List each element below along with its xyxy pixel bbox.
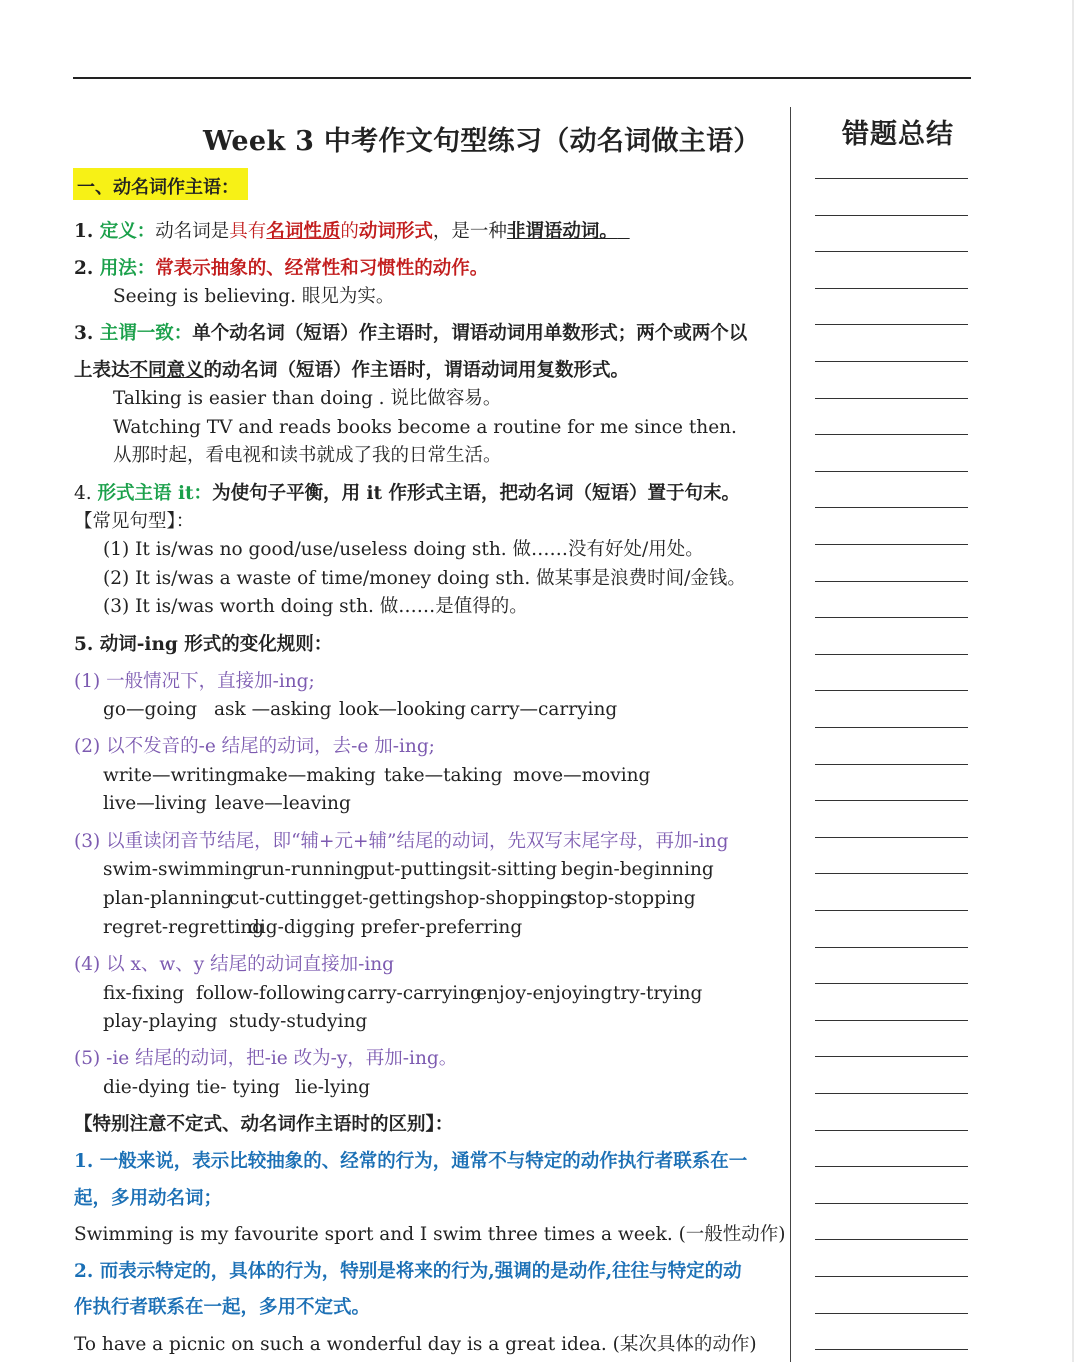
answer-line bbox=[815, 1239, 968, 1240]
note-2-line-2: 作执行者联系在一起，多用不定式。 bbox=[74, 1297, 371, 1318]
answer-line bbox=[815, 288, 968, 289]
word-pair: lie-lying bbox=[295, 1077, 371, 1098]
answer-line bbox=[815, 1166, 968, 1167]
sidebar-title: 错题总结 bbox=[842, 119, 954, 150]
word-pair: plan-planning bbox=[103, 888, 233, 909]
word-pair: leave—leaving bbox=[215, 793, 351, 814]
answer-line bbox=[815, 1093, 968, 1094]
word-pair: make—making bbox=[237, 765, 376, 786]
word-pair: regret-regretting bbox=[103, 917, 265, 938]
word-pair: study-studying bbox=[229, 1011, 368, 1032]
answer-line bbox=[815, 873, 968, 874]
section-heading: 一、动名词作主语： bbox=[77, 177, 239, 198]
answer-line bbox=[815, 800, 968, 801]
answer-line bbox=[815, 1056, 968, 1057]
word-pair: enjoy-enjoying bbox=[476, 983, 613, 1004]
rule-4: (4) 以 x、w、y 结尾的动词直接加-ing bbox=[74, 954, 394, 975]
answer-line bbox=[815, 983, 968, 984]
word-pair: take—taking bbox=[384, 765, 503, 786]
word-pair: look—looking bbox=[339, 699, 466, 720]
answer-line bbox=[815, 398, 968, 399]
answer-line bbox=[815, 727, 968, 728]
definition-line: 1. 定义：动名词是具有名词性质的动词形式，是一种非谓语动词。 bbox=[74, 221, 618, 242]
word-pair: tie- tying bbox=[196, 1077, 280, 1098]
word-pair: cut-cutting bbox=[229, 888, 332, 909]
word-pair: stop-stopping bbox=[568, 888, 696, 909]
agreement-line-2: 上表达不同意义的动名词（短语）作主语时，谓语动词用复数形式。 bbox=[74, 360, 630, 381]
usage-example: Seeing is believing. 眼见为实。 bbox=[113, 286, 395, 307]
answer-line bbox=[815, 617, 968, 618]
rule-5: (5) -ie 结尾的动词，把-ie 改为-y，再加-ing。 bbox=[74, 1048, 458, 1069]
answer-line bbox=[815, 1203, 968, 1204]
word-pair: play-playing bbox=[103, 1011, 218, 1032]
pattern-3: (3) It is/was worth doing sth. 做……是值得的。 bbox=[103, 596, 528, 617]
answer-line bbox=[815, 361, 968, 362]
word-pair: fix-fixing bbox=[103, 983, 185, 1004]
word-pair: follow-following bbox=[196, 983, 346, 1004]
answer-line bbox=[815, 690, 968, 691]
answer-line bbox=[815, 544, 968, 545]
answer-line bbox=[815, 1313, 968, 1314]
answer-line bbox=[815, 581, 968, 582]
answer-line bbox=[815, 837, 968, 838]
word-pair: ask —asking bbox=[214, 699, 332, 720]
note-heading: 【特别注意不定式、动名词作主语时的区别】： bbox=[74, 1114, 454, 1135]
formal-subject-line: 4. 形式主语 it：为使句子平衡，用 it 作形式主语，把动名词（短语）置于句末。 bbox=[74, 483, 741, 504]
note-1-line-1: 1. 一般来说，表示比较抽象的、经常的行为，通常不与特定的动作执行者联系在一 bbox=[74, 1151, 748, 1172]
word-pair: shop-shopping bbox=[435, 888, 572, 909]
answer-line bbox=[815, 654, 968, 655]
rule-1: (1) 一般情况下，直接加-ing; bbox=[74, 671, 315, 692]
pattern-2: (2) It is/was a waste of time/money doing sth. 做某事是浪费时间/金钱。 bbox=[103, 568, 746, 589]
answer-line bbox=[815, 251, 968, 252]
answer-line bbox=[815, 1130, 968, 1131]
word-pair: die-dying bbox=[103, 1077, 190, 1098]
answer-line bbox=[815, 471, 968, 472]
pattern-1: (1) It is/was no good/use/useless doing sth. 做……没有好处/用处。 bbox=[103, 539, 704, 560]
agreement-line-1: 3. 主谓一致：单个动名词（短语）作主语时，谓语动词用单数形式；两个或两个以 bbox=[74, 323, 748, 344]
column-divider bbox=[790, 107, 791, 1362]
common-patterns-label: 【常见句型】： bbox=[74, 511, 195, 532]
agreement-example-3: 从那时起，看电视和读书就成了我的日常生活。 bbox=[113, 445, 502, 466]
ing-rules-heading: 5. 动词-ing 形式的变化规则： bbox=[74, 634, 333, 655]
answer-line bbox=[815, 1276, 968, 1277]
top-rule bbox=[73, 77, 971, 79]
usage-line: 2. 用法：常表示抽象的、经常性和习惯性的动作。 bbox=[74, 258, 489, 279]
answer-line bbox=[815, 178, 968, 179]
answer-line bbox=[815, 215, 968, 216]
note-1-line-2: 起，多用动名词； bbox=[74, 1188, 223, 1209]
answer-line bbox=[815, 910, 968, 911]
word-pair: swim-swimming bbox=[103, 859, 255, 880]
note-1-example: Swimming is my favourite sport and I swim three times a week. (一般性动作) bbox=[74, 1224, 786, 1245]
word-pair: carry—carrying bbox=[470, 699, 618, 720]
word-pair: go—going bbox=[103, 699, 198, 720]
answer-line bbox=[815, 947, 968, 948]
word-pair: write—writing bbox=[103, 765, 239, 786]
answer-line bbox=[815, 764, 968, 765]
word-pair: live—living bbox=[103, 793, 207, 814]
answer-line bbox=[815, 1349, 968, 1350]
word-pair: move—moving bbox=[513, 765, 651, 786]
rule-2: (2) 以不发音的-e 结尾的动词，去-e 加-ing; bbox=[74, 736, 435, 757]
rule-3: (3) 以重读闭音节结尾，即“辅+元+辅”结尾的动词，先双写末尾字母，再加-ing bbox=[74, 831, 729, 852]
word-pair: run-running bbox=[252, 859, 366, 880]
word-pair: dig-digging prefer-preferring bbox=[248, 917, 523, 938]
answer-line bbox=[815, 507, 968, 508]
answer-line bbox=[815, 324, 968, 325]
agreement-example-2: Watching TV and reads books become a routine for me since then. bbox=[113, 417, 737, 438]
word-pair: put-putting bbox=[363, 859, 469, 880]
page-title: Week 3 中考作文句型练习（动名词做主语） bbox=[203, 126, 761, 157]
answer-line bbox=[815, 1020, 968, 1021]
word-pair: get-getting bbox=[332, 888, 436, 909]
page-edge bbox=[1072, 0, 1074, 1362]
answer-line bbox=[815, 434, 968, 435]
note-2-example: To have a picnic on such a wonderful day is a great idea. (某次具体的动作) bbox=[74, 1334, 757, 1355]
word-pair: try-trying bbox=[613, 983, 703, 1004]
word-pair: carry-carrying bbox=[347, 983, 482, 1004]
agreement-example-1: Talking is easier than doing . 说比做容易。 bbox=[113, 388, 502, 409]
word-pair: sit-sitting bbox=[468, 859, 558, 880]
word-pair: begin-beginning bbox=[561, 859, 714, 880]
note-2-line-1: 2. 而表示特定的，具体的行为，特别是将来的行为,强调的是动作,往往与特定的动 bbox=[74, 1261, 742, 1282]
